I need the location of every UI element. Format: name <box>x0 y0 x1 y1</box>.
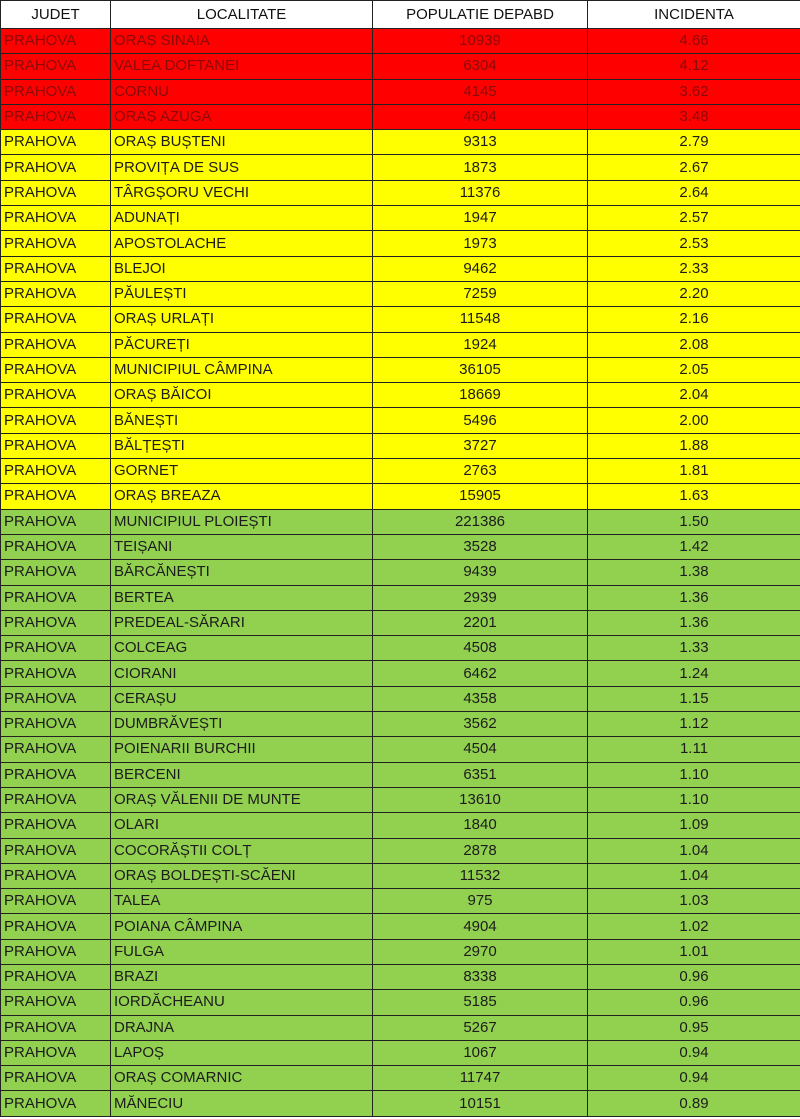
cell-localitate[interactable]: APOSTOLACHE <box>111 231 373 256</box>
cell-populatie[interactable]: 11548 <box>373 307 588 332</box>
cell-localitate[interactable]: PROVIȚA DE SUS <box>111 155 373 180</box>
cell-incidenta[interactable]: 1.63 <box>588 484 800 509</box>
cell-populatie[interactable]: 11376 <box>373 180 588 205</box>
cell-incidenta[interactable]: 3.48 <box>588 104 800 129</box>
cell-localitate[interactable]: CERAȘU <box>111 686 373 711</box>
table-body <box>1 29 800 1117</box>
cell-judet[interactable]: PRAHOVA <box>1 484 111 509</box>
cell-judet[interactable]: PRAHOVA <box>1 307 111 332</box>
cell-localitate[interactable]: ORAȘ URLAȚI <box>111 307 373 332</box>
cell-judet[interactable]: PRAHOVA <box>1 964 111 989</box>
table-row <box>1 661 800 686</box>
cell-incidenta[interactable]: 1.12 <box>588 712 800 737</box>
cell-populatie[interactable]: 2878 <box>373 838 588 863</box>
cell-populatie[interactable]: 2763 <box>373 459 588 484</box>
cell-incidenta[interactable]: 2.20 <box>588 281 800 306</box>
table-row <box>1 1015 800 1040</box>
cell-judet[interactable]: PRAHOVA <box>1 585 111 610</box>
cell-judet[interactable]: PRAHOVA <box>1 155 111 180</box>
table-row <box>1 863 800 888</box>
table-row <box>1 256 800 281</box>
cell-judet[interactable]: PRAHOVA <box>1 231 111 256</box>
cell-populatie[interactable]: 6462 <box>373 661 588 686</box>
cell-judet[interactable]: PRAHOVA <box>1 787 111 812</box>
cell-incidenta[interactable]: 1.10 <box>588 762 800 787</box>
table-row <box>1 813 800 838</box>
cell-populatie[interactable]: 1947 <box>373 206 588 231</box>
cell-populatie[interactable]: 4604 <box>373 104 588 129</box>
cell-populatie[interactable]: 4504 <box>373 737 588 762</box>
cell-populatie[interactable]: 3528 <box>373 534 588 559</box>
cell-localitate[interactable]: CORNU <box>111 79 373 104</box>
cell-judet[interactable]: PRAHOVA <box>1 990 111 1015</box>
cell-judet[interactable]: PRAHOVA <box>1 206 111 231</box>
table-row <box>1 29 800 54</box>
cell-localitate[interactable]: ORAȘ BOLDEȘTI-SCĂENI <box>111 863 373 888</box>
cell-populatie[interactable]: 5185 <box>373 990 588 1015</box>
cell-localitate[interactable]: ORAȘ AZUGA <box>111 104 373 129</box>
cell-populatie[interactable]: 18669 <box>373 383 588 408</box>
table-row <box>1 231 800 256</box>
cell-incidenta[interactable]: 1.24 <box>588 661 800 686</box>
cell-localitate[interactable]: ORAȘ COMARNIC <box>111 1066 373 1091</box>
cell-localitate[interactable]: MĂNECIU <box>111 1091 373 1116</box>
cell-incidenta[interactable]: 1.50 <box>588 509 800 534</box>
header-judet[interactable]: JUDET <box>1 1 111 29</box>
cell-judet[interactable]: PRAHOVA <box>1 686 111 711</box>
table-row <box>1 712 800 737</box>
cell-populatie[interactable]: 4358 <box>373 686 588 711</box>
cell-incidenta[interactable]: 1.02 <box>588 914 800 939</box>
cell-populatie[interactable]: 2201 <box>373 610 588 635</box>
cell-localitate[interactable]: BĂNEȘTI <box>111 408 373 433</box>
table-row <box>1 1091 800 1116</box>
table-row <box>1 332 800 357</box>
table-row <box>1 1040 800 1065</box>
cell-populatie[interactable]: 2970 <box>373 939 588 964</box>
cell-populatie[interactable]: 11532 <box>373 863 588 888</box>
cell-judet[interactable]: PRAHOVA <box>1 180 111 205</box>
table-row <box>1 433 800 458</box>
cell-incidenta[interactable]: 0.89 <box>588 1091 800 1116</box>
cell-incidenta[interactable]: 3.62 <box>588 79 800 104</box>
table-row <box>1 534 800 559</box>
cell-localitate[interactable]: OLARI <box>111 813 373 838</box>
cell-populatie[interactable]: 10151 <box>373 1091 588 1116</box>
cell-localitate[interactable]: VALEA DOFTANEI <box>111 54 373 79</box>
cell-judet[interactable]: PRAHOVA <box>1 357 111 382</box>
header-populatie[interactable]: POPULATIE DEPABD <box>373 1 588 29</box>
cell-judet[interactable]: PRAHOVA <box>1 332 111 357</box>
cell-judet[interactable]: PRAHOVA <box>1 712 111 737</box>
cell-judet[interactable]: PRAHOVA <box>1 54 111 79</box>
cell-incidenta[interactable]: 1.81 <box>588 459 800 484</box>
cell-incidenta[interactable]: 1.04 <box>588 838 800 863</box>
cell-judet[interactable]: PRAHOVA <box>1 889 111 914</box>
cell-incidenta[interactable]: 4.12 <box>588 54 800 79</box>
cell-judet[interactable]: PRAHOVA <box>1 281 111 306</box>
cell-incidenta[interactable]: 2.08 <box>588 332 800 357</box>
table-row <box>1 104 800 129</box>
cell-localitate[interactable]: BERCENI <box>111 762 373 787</box>
cell-incidenta[interactable]: 2.53 <box>588 231 800 256</box>
cell-judet[interactable]: PRAHOVA <box>1 863 111 888</box>
cell-localitate[interactable]: CIORANI <box>111 661 373 686</box>
cell-incidenta[interactable]: 2.05 <box>588 357 800 382</box>
cell-incidenta[interactable]: 2.67 <box>588 155 800 180</box>
header-localitate[interactable]: LOCALITATE <box>111 1 373 29</box>
cell-judet[interactable]: PRAHOVA <box>1 1066 111 1091</box>
cell-localitate[interactable]: PĂULEȘTI <box>111 281 373 306</box>
cell-incidenta[interactable]: 1.15 <box>588 686 800 711</box>
cell-incidenta[interactable]: 1.33 <box>588 636 800 661</box>
cell-populatie[interactable]: 6351 <box>373 762 588 787</box>
cell-incidenta[interactable]: 0.96 <box>588 990 800 1015</box>
cell-judet[interactable]: PRAHOVA <box>1 838 111 863</box>
cell-judet[interactable]: PRAHOVA <box>1 408 111 433</box>
cell-judet[interactable]: PRAHOVA <box>1 1015 111 1040</box>
table-row <box>1 838 800 863</box>
header-row <box>1 1 800 29</box>
cell-judet[interactable]: PRAHOVA <box>1 914 111 939</box>
cell-incidenta[interactable]: 1.09 <box>588 813 800 838</box>
cell-populatie[interactable]: 13610 <box>373 787 588 812</box>
cell-incidenta[interactable]: 2.33 <box>588 256 800 281</box>
cell-judet[interactable]: PRAHOVA <box>1 104 111 129</box>
cell-judet[interactable]: PRAHOVA <box>1 737 111 762</box>
table-row <box>1 964 800 989</box>
table-row <box>1 737 800 762</box>
cell-judet[interactable]: PRAHOVA <box>1 383 111 408</box>
cell-judet[interactable]: PRAHOVA <box>1 130 111 155</box>
cell-populatie[interactable]: 8338 <box>373 964 588 989</box>
cell-incidenta[interactable]: 2.16 <box>588 307 800 332</box>
cell-localitate[interactable]: MUNICIPIUL CÂMPINA <box>111 357 373 382</box>
cell-incidenta[interactable]: 1.01 <box>588 939 800 964</box>
cell-populatie[interactable]: 10939 <box>373 29 588 54</box>
cell-judet[interactable]: PRAHOVA <box>1 636 111 661</box>
table-row <box>1 762 800 787</box>
header-incidenta[interactable]: INCIDENTA <box>588 1 800 29</box>
cell-incidenta[interactable]: 0.94 <box>588 1066 800 1091</box>
cell-localitate[interactable]: DUMBRĂVEȘTI <box>111 712 373 737</box>
cell-incidenta[interactable]: 1.88 <box>588 433 800 458</box>
table-row <box>1 914 800 939</box>
cell-judet[interactable]: PRAHOVA <box>1 459 111 484</box>
cell-populatie[interactable]: 36105 <box>373 357 588 382</box>
cell-populatie[interactable]: 1924 <box>373 332 588 357</box>
table-row <box>1 990 800 1015</box>
table-row <box>1 383 800 408</box>
cell-localitate[interactable]: BĂRCĂNEȘTI <box>111 560 373 585</box>
cell-localitate[interactable]: ORAȘ BREAZA <box>111 484 373 509</box>
cell-judet[interactable]: PRAHOVA <box>1 1040 111 1065</box>
cell-judet[interactable]: PRAHOVA <box>1 1091 111 1116</box>
cell-populatie[interactable]: 7259 <box>373 281 588 306</box>
cell-incidenta[interactable]: 1.10 <box>588 787 800 812</box>
cell-incidenta[interactable]: 1.36 <box>588 610 800 635</box>
cell-incidenta[interactable]: 1.42 <box>588 534 800 559</box>
cell-populatie[interactable]: 975 <box>373 889 588 914</box>
cell-localitate[interactable]: ORAȘ BUȘTENI <box>111 130 373 155</box>
cell-localitate[interactable]: FULGA <box>111 939 373 964</box>
table-row <box>1 484 800 509</box>
cell-populatie[interactable]: 4904 <box>373 914 588 939</box>
cell-populatie[interactable]: 1873 <box>373 155 588 180</box>
table-row <box>1 610 800 635</box>
cell-localitate[interactable]: TEIȘANI <box>111 534 373 559</box>
cell-populatie[interactable]: 1973 <box>373 231 588 256</box>
table-row <box>1 787 800 812</box>
table-row <box>1 357 800 382</box>
cell-localitate[interactable]: DRAJNA <box>111 1015 373 1040</box>
table-row <box>1 459 800 484</box>
cell-localitate[interactable]: COLCEAG <box>111 636 373 661</box>
cell-incidenta[interactable]: 1.36 <box>588 585 800 610</box>
table-row <box>1 408 800 433</box>
cell-populatie[interactable]: 221386 <box>373 509 588 534</box>
cell-populatie[interactable]: 1067 <box>373 1040 588 1065</box>
cell-localitate[interactable]: BLEJOI <box>111 256 373 281</box>
cell-populatie[interactable]: 3727 <box>373 433 588 458</box>
cell-incidenta[interactable]: 0.96 <box>588 964 800 989</box>
table-row <box>1 130 800 155</box>
cell-incidenta[interactable]: 1.04 <box>588 863 800 888</box>
cell-incidenta[interactable]: 4.66 <box>588 29 800 54</box>
cell-localitate[interactable]: GORNET <box>111 459 373 484</box>
cell-judet[interactable]: PRAHOVA <box>1 433 111 458</box>
cell-incidenta[interactable]: 2.64 <box>588 180 800 205</box>
cell-localitate[interactable]: ORAȘ SINAIA <box>111 29 373 54</box>
cell-incidenta[interactable]: 1.11 <box>588 737 800 762</box>
cell-judet[interactable]: PRAHOVA <box>1 79 111 104</box>
cell-populatie[interactable]: 4145 <box>373 79 588 104</box>
table-row <box>1 155 800 180</box>
cell-localitate[interactable]: COCORĂȘTII COLȚ <box>111 838 373 863</box>
cell-populatie[interactable]: 9439 <box>373 560 588 585</box>
cell-populatie[interactable]: 6304 <box>373 54 588 79</box>
cell-judet[interactable]: PRAHOVA <box>1 509 111 534</box>
cell-judet[interactable]: PRAHOVA <box>1 534 111 559</box>
table-row <box>1 180 800 205</box>
cell-incidenta[interactable]: 0.94 <box>588 1040 800 1065</box>
table-row <box>1 281 800 306</box>
cell-incidenta[interactable]: 1.03 <box>588 889 800 914</box>
cell-localitate[interactable]: PĂCUREȚI <box>111 332 373 357</box>
cell-localitate[interactable]: POIANA CÂMPINA <box>111 914 373 939</box>
table-row <box>1 206 800 231</box>
cell-localitate[interactable]: POIENARII BURCHII <box>111 737 373 762</box>
cell-judet[interactable]: PRAHOVA <box>1 813 111 838</box>
cell-judet[interactable]: PRAHOVA <box>1 762 111 787</box>
table-row <box>1 79 800 104</box>
cell-incidenta[interactable]: 0.95 <box>588 1015 800 1040</box>
cell-localitate[interactable]: TÂRGȘORU VECHI <box>111 180 373 205</box>
cell-populatie[interactable]: 4508 <box>373 636 588 661</box>
table-row <box>1 636 800 661</box>
table-row <box>1 1066 800 1091</box>
cell-populatie[interactable]: 5267 <box>373 1015 588 1040</box>
cell-incidenta[interactable]: 2.04 <box>588 383 800 408</box>
cell-populatie[interactable]: 11747 <box>373 1066 588 1091</box>
cell-localitate[interactable]: BRAZI <box>111 964 373 989</box>
cell-incidenta[interactable]: 1.38 <box>588 560 800 585</box>
cell-judet[interactable]: PRAHOVA <box>1 29 111 54</box>
table-row <box>1 686 800 711</box>
table-row <box>1 509 800 534</box>
cell-localitate[interactable]: LAPOȘ <box>111 1040 373 1065</box>
cell-localitate[interactable]: PREDEAL-SĂRARI <box>111 610 373 635</box>
cell-localitate[interactable]: TALEA <box>111 889 373 914</box>
table-row <box>1 585 800 610</box>
cell-localitate[interactable]: BĂLȚEȘTI <box>111 433 373 458</box>
cell-populatie[interactable]: 9462 <box>373 256 588 281</box>
table-row <box>1 307 800 332</box>
table-row <box>1 560 800 585</box>
cell-judet[interactable]: PRAHOVA <box>1 610 111 635</box>
cell-incidenta[interactable]: 2.79 <box>588 130 800 155</box>
cell-populatie[interactable]: 2939 <box>373 585 588 610</box>
cell-populatie[interactable]: 9313 <box>373 130 588 155</box>
cell-judet[interactable]: PRAHOVA <box>1 939 111 964</box>
cell-incidenta[interactable]: 2.57 <box>588 206 800 231</box>
cell-localitate[interactable]: IORDĂCHEANU <box>111 990 373 1015</box>
cell-judet[interactable]: PRAHOVA <box>1 661 111 686</box>
cell-incidenta[interactable]: 2.00 <box>588 408 800 433</box>
cell-judet[interactable]: PRAHOVA <box>1 256 111 281</box>
table-row <box>1 889 800 914</box>
cell-populatie[interactable]: 15905 <box>373 484 588 509</box>
cell-localitate[interactable]: ORAȘ BĂICOI <box>111 383 373 408</box>
cell-localitate[interactable]: ADUNAȚI <box>111 206 373 231</box>
cell-localitate[interactable]: ORAȘ VĂLENII DE MUNTE <box>111 787 373 812</box>
cell-localitate[interactable]: MUNICIPIUL PLOIEȘTI <box>111 509 373 534</box>
cell-judet[interactable]: PRAHOVA <box>1 560 111 585</box>
cell-populatie[interactable]: 3562 <box>373 712 588 737</box>
table-row <box>1 939 800 964</box>
cell-localitate[interactable]: BERTEA <box>111 585 373 610</box>
cell-populatie[interactable]: 1840 <box>373 813 588 838</box>
cell-populatie[interactable]: 5496 <box>373 408 588 433</box>
table-row <box>1 54 800 79</box>
